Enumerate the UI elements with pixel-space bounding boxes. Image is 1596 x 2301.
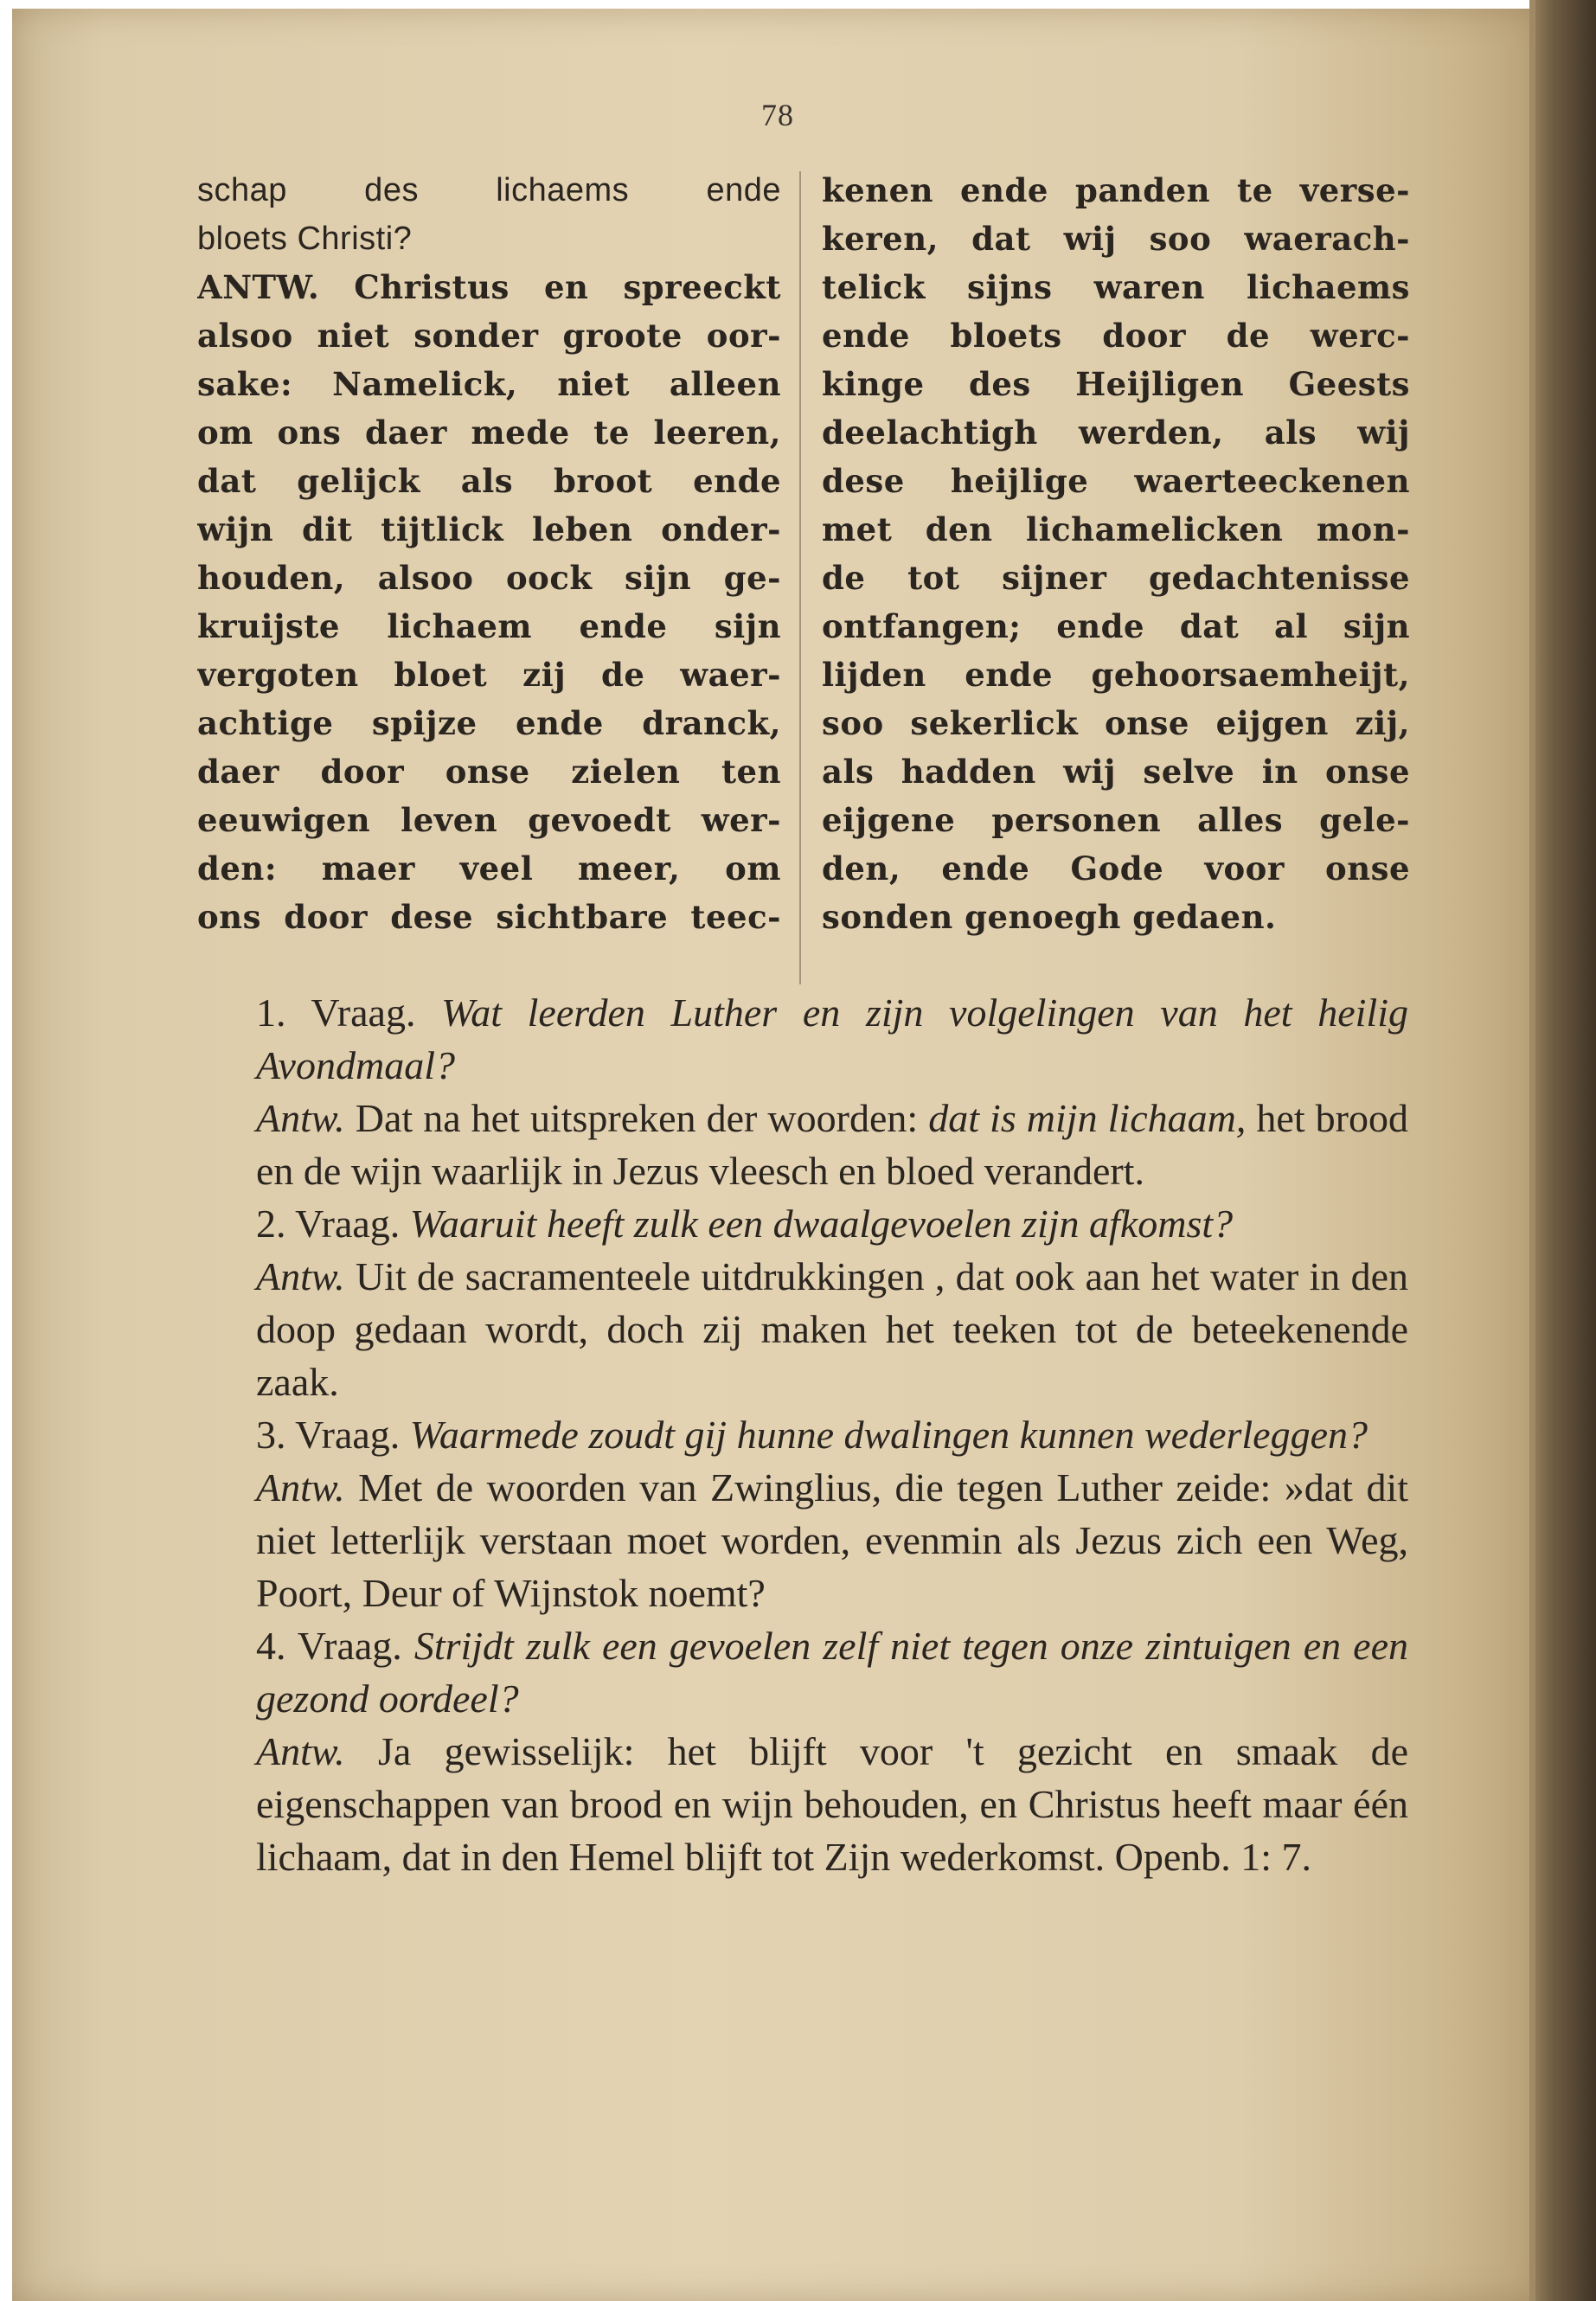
page-number: 78 xyxy=(761,98,794,132)
left-line: alsoo niet sonder groote oor- xyxy=(197,317,781,355)
left-line: achtige spijze ende dranck, xyxy=(197,704,781,742)
right-line: deelachtigh werden, als wij xyxy=(822,413,1410,452)
right-line: ende bloets door de werc- xyxy=(822,317,1410,355)
right-line: de tot sijner gedachtenisse xyxy=(822,559,1410,597)
question-2 xyxy=(215,1197,1408,1250)
left-line: kruijste lichaem ende sijn xyxy=(197,607,781,645)
left-line: daer door onse zielen ten xyxy=(197,753,781,791)
left-line: schap des lichaems ende xyxy=(197,172,781,208)
right-line: den, ende Gode voor onse xyxy=(822,849,1410,888)
answer-1 xyxy=(215,1092,1408,1197)
left-line: houden, alsoo oock sijn ge- xyxy=(197,559,781,597)
answer-label: Antw. xyxy=(256,1465,345,1509)
right-line: kinge des Heijligen Geests xyxy=(822,365,1410,403)
left-line: dat gelijck als broot ende xyxy=(197,462,781,500)
left-line: bloets Christi? xyxy=(197,221,413,257)
column-divider xyxy=(799,171,801,984)
answer-text: Ja gewisselijk: het blijft voor 't gezicht en smaak de eigenschappen van brood en wijn behouden, en Christus heeft maar één lichaam, dat in den Hemel blijft tot Zijn wederkomst. Openb. 1: 7. xyxy=(256,1729,1408,1879)
left-line: den: maer veel meer, om xyxy=(197,849,781,888)
qa-section xyxy=(215,986,1408,1883)
answer-label: Antw. xyxy=(256,1254,345,1298)
question-number: 3. xyxy=(256,1413,286,1457)
answer-text: Uit de sacramenteele uitdrukkingen , dat ook aan het water in den doop gedaan wordt, doch zij maken het teeken tot de beteekenende zaak. xyxy=(256,1254,1408,1404)
right-line: eijgene personen alles gele- xyxy=(822,801,1410,839)
right-line: dese heijlige waerteeckenen xyxy=(822,462,1410,500)
left-line: sake: Namelick, niet alleen xyxy=(197,365,781,403)
question-3 xyxy=(215,1408,1408,1461)
right-line: als hadden wij selve in onse xyxy=(822,753,1410,791)
answer-3 xyxy=(215,1461,1408,1619)
left-line: wijn dit tijtlick leben onder- xyxy=(197,510,781,548)
question-text: Waarmede zoudt gij hunne dwalingen kunnen wederleggen? xyxy=(409,1413,1368,1457)
question-text: Strijdt zulk een gevoelen zelf niet tegen onze zintuigen en een gezond oordeel? xyxy=(256,1624,1409,1721)
answer-label: Antw. xyxy=(256,1096,345,1140)
answer-4 xyxy=(215,1725,1408,1883)
question-number: 2. xyxy=(256,1202,286,1246)
left-line: om ons daer mede te leeren, xyxy=(197,413,781,452)
question-label: Vraag. xyxy=(311,990,416,1035)
right-line: sonden genoegh gedaen. xyxy=(822,898,1277,936)
left-line: ANTW. Christus en spreeckt xyxy=(197,268,781,306)
right-line: soo sekerlick onse eijgen zij, xyxy=(822,704,1410,742)
answer-2 xyxy=(215,1250,1408,1408)
right-line: telick sijns waren lichaems xyxy=(822,268,1410,306)
right-line: kenen ende panden te verse- xyxy=(822,171,1410,209)
left-line: ons door dese sichtbare teec- xyxy=(197,898,781,936)
question-text: Wat leerden Luther en zijn volgelingen van het heilig Avondmaal? xyxy=(256,990,1408,1087)
question-1 xyxy=(215,986,1408,1092)
right-line: ontfangen; ende dat al sijn xyxy=(822,607,1410,645)
right-line: lijden ende gehoorsaemheijt, xyxy=(822,656,1410,694)
answer-label: Antw. xyxy=(256,1729,345,1773)
question-label: Vraag. xyxy=(297,1624,402,1668)
question-number: 4. xyxy=(256,1624,286,1668)
answer-text: Met de woorden van Zwinglius, die tegen Luther zeide: »dat dit niet letterlijk verstaan moet worden, evenmin als Jezus zich een Weg, Poort, Deur of Wijnstok noemt? xyxy=(256,1465,1409,1615)
question-label: Vraag. xyxy=(295,1202,401,1246)
question-4 xyxy=(215,1619,1408,1725)
left-column xyxy=(197,166,781,941)
right-column xyxy=(822,166,1410,941)
answer-emphasis: dat is mijn lichaam, xyxy=(928,1096,1247,1140)
question-label: Vraag. xyxy=(295,1413,401,1457)
answer-text: het brood en de wijn waarlijk in Jezus vleesch en bloed verandert. xyxy=(256,1096,1408,1193)
book-spine xyxy=(1535,0,1596,2301)
answer-text: Dat na het uitspreken der woorden: xyxy=(355,1096,929,1140)
right-line: keren, dat wij soo waerach- xyxy=(822,220,1410,258)
question-number: 1. xyxy=(256,990,286,1035)
left-line: eeuwigen leven gevoedt wer- xyxy=(197,801,781,839)
question-text: Waaruit heeft zulk een dwaalgevoelen zijn afkomst? xyxy=(409,1202,1234,1246)
left-line: vergoten bloet zij de waer- xyxy=(197,656,781,694)
right-line: met den lichamelicken mon- xyxy=(822,510,1410,548)
